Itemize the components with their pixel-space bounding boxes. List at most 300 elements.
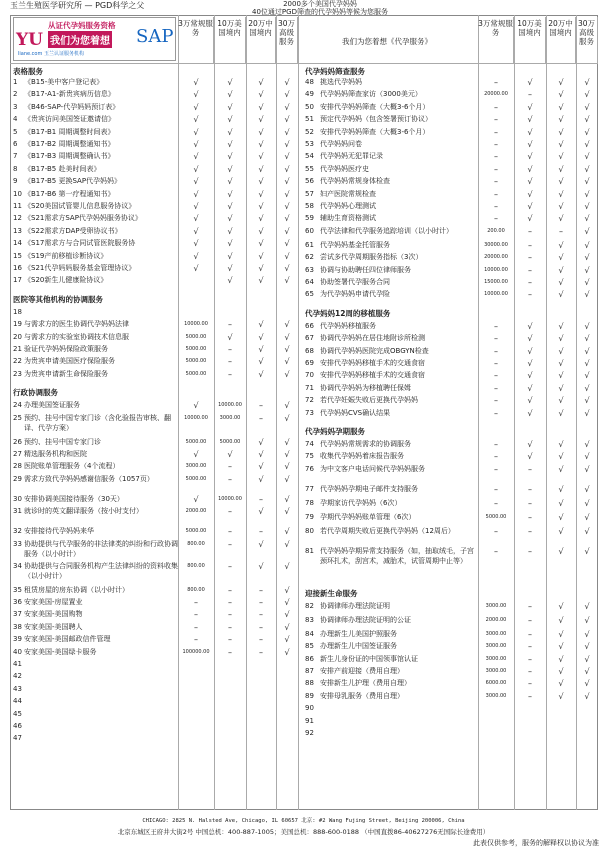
tier-cell: √ [227, 164, 233, 174]
tier-cell: √ [193, 251, 199, 261]
right-service-row [305, 77, 598, 89]
service-name: 办理新生儿中国签证服务 [320, 642, 397, 651]
row-number: 42 [13, 672, 22, 681]
row-number: 13 [13, 226, 22, 235]
left-section-title: 表格服务 [13, 67, 43, 76]
tier-cell: 10000.00 [484, 266, 508, 273]
service-name: 协助提供与代孕服务的非法律类的纠纷和行政协调服务（以小时计） [24, 539, 178, 558]
tier-cell: √ [527, 371, 533, 381]
right-service-row [305, 383, 598, 395]
row-number: 28 [13, 462, 22, 471]
tier-cell: √ [584, 679, 590, 689]
tier-cell: √ [527, 115, 533, 125]
left-service-row [13, 77, 298, 89]
left-service-row [13, 164, 298, 176]
tier-cell: √ [558, 265, 564, 275]
service-name: 《B17-B3 周期调整确认书》 [24, 152, 115, 161]
tier-cell: – [259, 585, 263, 595]
row-number: 18 [13, 307, 22, 316]
tier-cell: – [228, 507, 232, 517]
tier-cell: √ [284, 413, 290, 423]
service-name: 协调律师办理法院证明的公证 [320, 615, 411, 624]
tier-cell: 3000.00 [485, 668, 507, 674]
service-name: 《S20新生儿健康险协议》 [24, 276, 108, 285]
tier-cell: – [528, 512, 532, 522]
tier-cell: √ [584, 115, 590, 125]
tier-cell: √ [284, 140, 290, 149]
tier-cell: √ [584, 526, 590, 536]
tier-cell: √ [584, 214, 590, 224]
service-name: 预约、挂号中国专家门诊 [24, 437, 101, 446]
tier-cell: √ [193, 494, 199, 504]
row-number: 19 [13, 320, 22, 329]
right-section-title: 迎接新生命服务 [305, 588, 358, 598]
row-number: 82 [305, 601, 314, 610]
right-service-row [305, 201, 598, 213]
row-number: 33 [13, 539, 22, 548]
row-number: 89 [305, 691, 314, 700]
left-service-row [13, 319, 298, 331]
tier-cell: √ [258, 437, 264, 447]
tier-cell: – [494, 498, 498, 508]
tier-cell: √ [584, 546, 590, 556]
tier-cell: – [528, 240, 532, 250]
tier-cell: √ [584, 189, 590, 199]
tier-cell: √ [258, 78, 264, 87]
service-name: 安排代孕妈妈移植手术的交通食宿 [320, 371, 425, 380]
tier-cell: √ [258, 276, 264, 286]
tier-cell: √ [284, 332, 290, 342]
service-name: 《S22需求方DAP受卵协议书》 [24, 226, 122, 235]
tier-cell: √ [193, 78, 199, 87]
row-number: 23 [13, 369, 22, 378]
tier-cell: √ [558, 371, 564, 381]
tier-cell: √ [558, 601, 564, 611]
service-name: 协调代孕妈妈为移植聘任保姆 [320, 383, 411, 392]
right-service-row [305, 641, 598, 653]
tier-cell: √ [584, 654, 590, 664]
row-number: 39 [13, 635, 22, 644]
right-service-row [305, 615, 598, 629]
row-number: 80 [305, 526, 314, 535]
right-service-row [305, 498, 598, 512]
service-name: 《B17-B5 更换SAP代孕妈妈》 [24, 177, 122, 186]
service-name: 《S17需求方与合同试管医院服务协 [24, 239, 136, 248]
row-number: 68 [305, 346, 314, 355]
service-name: 孕期家访代孕妈妈（6次） [320, 498, 402, 507]
row-number: 40 [13, 647, 22, 656]
tier-cell: – [528, 265, 532, 275]
tier-cell: – [494, 371, 498, 381]
left-service-row [13, 332, 298, 344]
row-number: 51 [305, 115, 314, 124]
tier-cell: √ [584, 371, 590, 381]
tier-cell: √ [584, 667, 590, 676]
service-name: 若代孕周期失败后更换代孕妈妈（12周后） [320, 526, 455, 535]
service-name: 安排新生儿护理（费用自理） [320, 679, 411, 688]
tier-cell: √ [258, 90, 264, 100]
service-name: 代孕妈妈孕期异常支持服务（如，抽取绒毛，子宫颈环扎术，刮宫术，减胎术，试管周期中止等） [320, 546, 474, 565]
service-name: 代孕妈妈医疗史 [320, 164, 369, 173]
service-name: 协调代孕妈妈医院完成OBGYN检查 [320, 346, 429, 355]
left-service-row [13, 659, 298, 671]
tier-cell: 5000.00 [185, 333, 207, 340]
tier-cell: – [528, 667, 532, 676]
right-col-header-1: 10万美国境内 [514, 17, 546, 63]
tier-cell: √ [584, 90, 590, 100]
tier-cell: 3000.00 [485, 655, 507, 662]
tier-cell: √ [193, 140, 199, 149]
left-service-row [13, 400, 298, 412]
tier-cell: √ [193, 90, 199, 100]
tier-cell: √ [284, 610, 290, 620]
tier-cell: √ [584, 498, 590, 508]
right-service-row [305, 89, 598, 101]
tier-cell: √ [258, 539, 264, 549]
tier-cell: 20000.00 [484, 91, 508, 98]
right-service-row [305, 346, 598, 358]
tier-cell: √ [584, 278, 590, 287]
tier-cell: 5000.00 [185, 358, 207, 365]
tier-cell: – [528, 278, 532, 287]
tier-cell: √ [584, 202, 590, 211]
tier-cell: 3000.00 [485, 643, 507, 650]
right-service-row [305, 464, 598, 484]
tier-cell: 5000.00 [185, 370, 207, 377]
left-service-row [13, 622, 298, 634]
service-name: 为贵宾申请美国医疗保险服务 [24, 357, 115, 366]
left-service-row [13, 733, 298, 745]
tier-cell: – [528, 498, 532, 508]
tier-cell: √ [584, 484, 590, 494]
row-number: 12 [13, 214, 22, 223]
right-col-header-2: 20万中国境内 [546, 17, 576, 63]
service-name: 精选服务机构和医院 [24, 450, 87, 458]
tier-cell: 10000.00 [218, 402, 242, 409]
tier-cell: – [259, 635, 263, 645]
left-service-row [13, 127, 298, 139]
header-line-2: 40位通过PGD筛查的代孕妈妈等候为您服务 [252, 8, 388, 16]
right-service-row [305, 526, 598, 546]
tier-cell: √ [258, 177, 264, 187]
tier-cell: – [228, 539, 232, 549]
row-number: 87 [305, 667, 314, 675]
tier-cell: – [494, 115, 498, 125]
service-name: 协助提供与合同服务机构产生法律纠纷的资料收集（以小时计） [24, 561, 178, 580]
tier-cell: √ [584, 601, 590, 611]
service-name: 新生儿身份证的中国领事馆认证 [320, 654, 418, 663]
service-name: 《B17-B2 周期调整通知书》 [24, 140, 115, 148]
tier-cell: – [228, 527, 232, 537]
tier-cell: √ [284, 239, 290, 249]
right-service-row [305, 451, 598, 463]
tier-cell: – [228, 585, 232, 595]
tier-cell: – [494, 177, 498, 187]
tier-cell: √ [258, 320, 264, 330]
tier-cell: – [228, 345, 232, 354]
logo-site: liane.com 玉兰认证服务机构 [18, 51, 84, 57]
tier-cell: √ [284, 251, 290, 261]
tier-cell: 5000.00 [185, 528, 207, 535]
service-name: 就诊时的英文翻译服务（按小时支付） [24, 507, 143, 516]
tier-cell: √ [227, 177, 233, 187]
tier-cell: √ [584, 629, 590, 639]
left-service-row [13, 263, 298, 275]
tier-cell: √ [584, 359, 590, 368]
row-number: 57 [305, 189, 314, 198]
row-number: 73 [305, 408, 314, 417]
service-name: 《S21代孕妈妈服务基金管理协议》 [24, 264, 136, 272]
tier-cell: √ [558, 629, 564, 639]
tier-cell: √ [284, 450, 290, 459]
tier-cell: – [494, 383, 498, 393]
service-name: 安家美国-美国邮政信件管理 [24, 635, 111, 644]
tier-cell: √ [258, 474, 264, 484]
tier-cell: √ [558, 526, 564, 536]
tier-cell: √ [584, 152, 590, 162]
tier-cell: √ [584, 321, 590, 331]
tier-cell: – [494, 78, 498, 87]
row-number: 46 [13, 722, 22, 730]
left-service-row [13, 226, 298, 238]
tier-cell: √ [284, 115, 290, 125]
tier-cell: – [528, 679, 532, 689]
row-number: 76 [305, 464, 314, 473]
tier-cell: √ [527, 164, 533, 174]
row-number: 32 [13, 527, 22, 536]
right-service-row [305, 189, 598, 201]
row-number: 30 [13, 494, 22, 503]
tier-cell: √ [558, 240, 564, 250]
right-service-row [305, 277, 598, 289]
tier-cell: √ [227, 450, 233, 459]
right-service-row [305, 484, 598, 498]
right-service-row [305, 678, 598, 690]
service-name: 代孕妈妈移植服务 [320, 321, 376, 330]
service-name: 《S19产前移植诊断协议》 [24, 251, 108, 260]
service-name: 协调与协助聘任四位律师服务 [320, 265, 411, 274]
tier-cell: √ [558, 202, 564, 211]
right-service-row [305, 395, 598, 407]
tier-cell: √ [584, 408, 590, 418]
row-number: 6 [13, 140, 18, 148]
row-number: 4 [13, 115, 18, 124]
column-divider [298, 15, 299, 810]
row-number: 88 [305, 679, 314, 688]
row-number: 14 [13, 239, 22, 248]
row-number: 86 [305, 654, 314, 663]
logo-yu: YU [16, 30, 43, 50]
tier-cell: – [194, 598, 198, 607]
tier-cell: √ [284, 78, 290, 87]
row-number: 25 [13, 413, 22, 422]
tier-cell: √ [558, 140, 564, 149]
left-service-row [13, 461, 298, 473]
tier-cell: √ [258, 202, 264, 211]
left-service-row [13, 597, 298, 609]
tier-cell: √ [193, 450, 199, 459]
tier-cell: – [259, 598, 263, 607]
left-service-row [13, 176, 298, 188]
left-col-header-3: 30万高级服务 [276, 17, 298, 63]
service-name: 为贵宾申请新生命保险服务 [24, 369, 108, 378]
tier-cell: √ [584, 226, 590, 236]
tier-cell: √ [258, 140, 264, 149]
right-service-row [305, 439, 598, 451]
sap-logo [13, 17, 176, 61]
tier-cell: – [528, 546, 532, 556]
tier-cell: √ [258, 561, 264, 571]
tier-cell: √ [584, 615, 590, 625]
tier-cell: √ [527, 78, 533, 87]
row-number: 83 [305, 615, 314, 624]
service-name: 医院账单管理服务（4个流程） [24, 462, 120, 471]
service-name: 安家美国-美国绿卡服务 [24, 647, 97, 656]
service-name: 《S20美国试管婴儿信息服务协议》 [24, 202, 136, 210]
tier-cell: √ [227, 189, 233, 199]
tier-cell: √ [193, 214, 199, 224]
tier-cell: √ [584, 240, 590, 250]
service-name: 代孕妈妈孕期电子邮件支持服务 [320, 484, 418, 493]
left-service-row [13, 526, 298, 538]
tier-cell: √ [527, 177, 533, 187]
row-number: 59 [305, 214, 314, 223]
left-service-row [13, 213, 298, 225]
tier-cell: – [494, 396, 498, 406]
service-name: 租赁房屋的房东协调（以小时计） [24, 585, 129, 594]
left-col-header-0: 3万常规服务 [178, 17, 214, 63]
tier-cell: – [259, 610, 263, 620]
header-divider [10, 63, 598, 64]
right-service-row [305, 358, 598, 370]
tier-cell: √ [284, 585, 290, 595]
tier-cell: – [528, 629, 532, 639]
left-service-row [13, 539, 298, 561]
tier-cell: – [528, 484, 532, 494]
tier-cell: – [494, 140, 498, 149]
service-name: 办理美国签证服务 [24, 401, 80, 410]
tier-cell: – [528, 526, 532, 536]
tier-cell: √ [227, 226, 233, 236]
tier-cell: √ [558, 177, 564, 187]
left-service-row [13, 449, 298, 461]
tier-cell: – [228, 622, 232, 632]
left-service-row [13, 671, 298, 683]
tier-cell: – [494, 484, 498, 494]
row-number: 43 [13, 684, 22, 693]
row-number: 48 [305, 78, 314, 86]
left-service-row [13, 709, 298, 721]
row-number: 77 [305, 484, 314, 493]
tier-cell: √ [284, 494, 290, 504]
tier-cell: √ [284, 474, 290, 484]
tier-cell: – [259, 494, 263, 504]
service-name [320, 703, 478, 715]
tier-cell: √ [258, 332, 264, 342]
row-number: 29 [13, 474, 22, 483]
tier-cell: √ [558, 615, 564, 625]
tier-cell: √ [227, 239, 233, 249]
row-number: 17 [13, 276, 22, 285]
tier-cell: 2000.00 [485, 616, 507, 623]
service-name [24, 709, 179, 721]
service-name: 验证代孕妈妈保险政策服务 [24, 345, 108, 353]
tier-cell: √ [227, 127, 233, 137]
row-number: 37 [13, 610, 22, 619]
tier-cell: √ [284, 622, 290, 632]
tier-cell: – [494, 202, 498, 211]
service-name: 妇产医院常规检查 [320, 189, 376, 198]
tier-cell: √ [258, 214, 264, 224]
left-service-row [13, 89, 298, 101]
tier-cell: – [494, 526, 498, 536]
tier-cell: √ [558, 464, 564, 474]
tier-cell: √ [558, 321, 564, 331]
row-number: 20 [13, 332, 22, 341]
tier-cell: √ [284, 202, 290, 211]
right-service-row [305, 139, 598, 151]
tier-cell: √ [258, 357, 264, 367]
service-name: 《B46-SAP-代孕妈妈预订表》 [24, 102, 120, 111]
tier-cell: √ [284, 345, 290, 354]
tier-cell: 800.00 [187, 540, 205, 547]
tier-cell: √ [227, 264, 233, 273]
service-name [24, 659, 179, 671]
tier-cell: √ [527, 127, 533, 137]
row-number: 15 [13, 251, 22, 260]
tier-cell: – [259, 401, 263, 411]
tier-cell: √ [584, 512, 590, 522]
row-number: 41 [13, 660, 22, 668]
tier-cell: √ [258, 115, 264, 125]
tier-cell: 5000.00 [219, 438, 241, 445]
tier-cell: – [528, 642, 532, 652]
tier-cell: √ [584, 691, 590, 701]
tier-cell: √ [558, 214, 564, 224]
tier-cell: √ [584, 464, 590, 474]
tier-cell: √ [527, 346, 533, 356]
tier-cell: √ [558, 78, 564, 87]
tier-cell: √ [258, 462, 264, 472]
right-service-row [305, 213, 598, 225]
right-service-row [305, 164, 598, 176]
tier-cell: √ [284, 462, 290, 472]
service-name: 《贵宾访问美国签证邀请信》 [24, 115, 115, 124]
row-number: 35 [13, 585, 22, 594]
tier-cell: √ [227, 202, 233, 211]
tier-cell: √ [284, 369, 290, 379]
tier-cell: √ [558, 278, 564, 287]
row-number: 84 [305, 629, 314, 638]
tier-cell: √ [558, 127, 564, 137]
service-name: 《B17-B1 周期调整时间表》 [24, 127, 115, 136]
logo-tagline: 从证代孕妈服务资格 [48, 21, 116, 30]
row-number: 31 [13, 507, 22, 516]
tier-cell: 30000.00 [484, 241, 508, 248]
tier-cell: 10000.00 [218, 495, 242, 502]
tier-cell: √ [284, 127, 290, 137]
tier-cell: √ [527, 408, 533, 418]
footer-disclaimer: 此表仅供参考，服务的解释权以协议为准 [473, 839, 599, 847]
tier-cell: 800.00 [187, 562, 205, 569]
tier-cell: √ [284, 539, 290, 549]
service-name: 代孕妈妈无犯罪记录 [320, 152, 383, 161]
service-name: 代孕妈妈CVS确认结果 [320, 408, 391, 417]
left-service-row [13, 474, 298, 494]
tier-cell: √ [584, 383, 590, 393]
right-service-row [305, 601, 598, 615]
tier-cell: – [494, 164, 498, 174]
